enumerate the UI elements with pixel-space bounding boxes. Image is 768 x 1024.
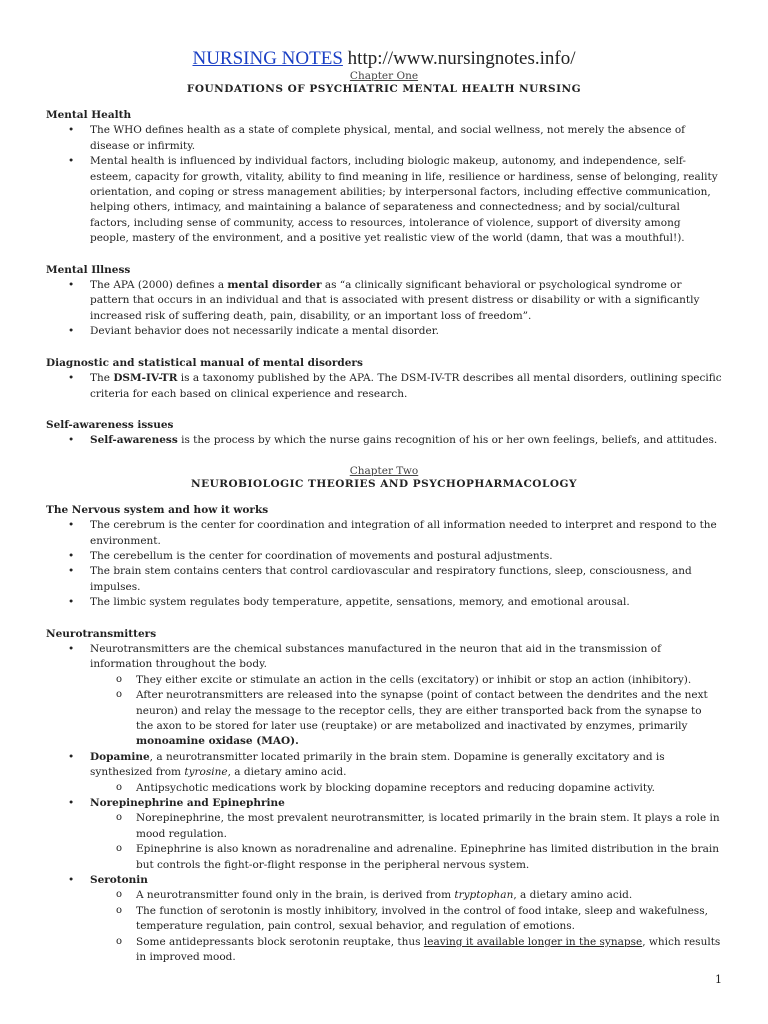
mental-illness-list — [46, 278, 722, 340]
mental-health-list — [46, 123, 722, 246]
list-item: • Mental health is influenced by individual factors, including biologic makeup, autonomy, and independence, self-esteem, capacity for growth, vitality, ability to find meaning in life, resilience or hardiness, sense of belonging, reality orientation, and coping or stress management abilities; by interpersonal factors, including effective communication, helping others, intimacy, and maintaining a balance of separateness and connectedness; and by social/cultural factors, including sense of community, access to resources, intolerance of violence, support of diversity among people, mastery of the environment, and a positive yet realistic view of the world (damn, that was a mouthful!). — [46, 154, 722, 246]
list-item: • Self-awareness is the process by which the nurse gains recognition of his or her own feelings, beliefs, and attitudes. — [46, 433, 722, 448]
neurotransmitters-list — [46, 642, 722, 966]
list-item: • The APA (2000) defines a mental disorder as “a clinically significant behavioral or psychological syndrome or pattern that occurs in an individual and that is associated with present distress or disability or with a significantly increased risk of suffering death, pain, disability, or an important loss of freedom”. — [46, 278, 722, 324]
chapter-two-label: Chapter Two — [349, 464, 419, 477]
section-heading-neurotransmitters: Neurotransmitters — [46, 627, 157, 640]
chapter-two-title: NEUROBIOLOGIC THEORIES AND PSYCHOPHARMACOLOGY — [191, 477, 577, 490]
list-item: • Serotonin — [46, 873, 722, 888]
section-heading-nervous-system: The Nervous system and how it works — [46, 503, 269, 516]
list-item: • The cerebellum is the center for coordination of movements and postural adjustments. — [46, 549, 722, 564]
sub-list-item: o Epinephrine is also known as noradrenaline and adrenaline. Epinephrine has limited distribution in the brain but controls the fight-or-flight response in the peripheral nervous system. — [46, 842, 722, 873]
section-heading-dsm: Diagnostic and statistical manual of mental disorders — [46, 356, 363, 369]
page-number: 1 — [715, 973, 722, 986]
sub-list-item: o Some antidepressants block serotonin reuptake, thus leaving it available longer in the synapse, which results in improved mood. — [46, 935, 722, 966]
section-heading-mental-illness: Mental Illness — [46, 263, 131, 276]
chapter-one-label: Chapter One — [349, 70, 419, 82]
sub-list-item: o After neurotransmitters are released into the synapse (point of contact between the dendrites and the next neuron) and relay the message to the receptor cells, they are either transported back from the synapse to the axon to be stored for later use (reuptake) or are metabolized and inactivated by enzymes, primarily monoamine oxidase (MAO). — [46, 688, 722, 750]
list-item: • The WHO defines health as a state of complete physical, mental, and social wellness, not merely the absence of disease or infirmity. — [46, 123, 722, 154]
nervous-system-list — [46, 518, 722, 610]
sub-list-item: o Norepinephrine, the most prevalent neurotransmitter, is located primarily in the brain stem. It plays a role in mood regulation. — [46, 811, 722, 842]
list-item: • Deviant behavior does not necessarily indicate a mental disorder. — [46, 324, 722, 339]
site-url: http://www.nursingnotes.info/ — [347, 48, 576, 69]
sub-list-item: o A neurotransmitter found only in the brain, is derived from tryptophan, a dietary amino acid. — [46, 888, 722, 903]
section-heading-self-awareness: Self-awareness issues — [46, 418, 174, 431]
chapter-one-title: FOUNDATIONS OF PSYCHIATRIC MENTAL HEALTH NURSING — [186, 83, 582, 95]
document-body — [46, 70, 722, 966]
dsm-list — [46, 371, 722, 402]
list-item: • The cerebrum is the center for coordination and integration of all information needed to interpret and respond to the environment. — [46, 518, 722, 549]
page-header — [0, 48, 768, 70]
self-awareness-list — [46, 433, 722, 448]
nursing-notes-link[interactable]: NURSING NOTES — [192, 48, 343, 69]
sub-list-item: o Antipsychotic medications work by blocking dopamine receptors and reducing dopamine activity. — [46, 781, 722, 796]
list-item: • Neurotransmitters are the chemical substances manufactured in the neuron that aid in the transmission of information throughout the body. — [46, 642, 722, 673]
list-item: • The limbic system regulates body temperature, appetite, sensations, memory, and emotional arousal. — [46, 595, 722, 610]
sub-list-item: o They either excite or stimulate an action in the cells (excitatory) or inhibit or stop an action (inhibitory). — [46, 673, 722, 688]
section-heading-mental-health: Mental Health — [46, 109, 132, 121]
list-item: • Norepinephrine and Epinephrine — [46, 796, 722, 811]
list-item: • The DSM-IV-TR is a taxonomy published by the APA. The DSM-IV-TR describes all mental disorders, outlining specific criteria for each based on clinical experience and research. — [46, 371, 722, 402]
sub-list-item: o The function of serotonin is mostly inhibitory, involved in the control of food intake, sleep and wakefulness, temperature regulation, pain control, sexual behavior, and regulation of emotions. — [46, 904, 722, 935]
list-item: • Dopamine, a neurotransmitter located primarily in the brain stem. Dopamine is generally excitatory and is synthesized from tyrosine, a dietary amino acid. — [46, 750, 722, 781]
list-item: • The brain stem contains centers that control cardiovascular and respiratory functions, sleep, consciousness, and impulses. — [46, 564, 722, 595]
